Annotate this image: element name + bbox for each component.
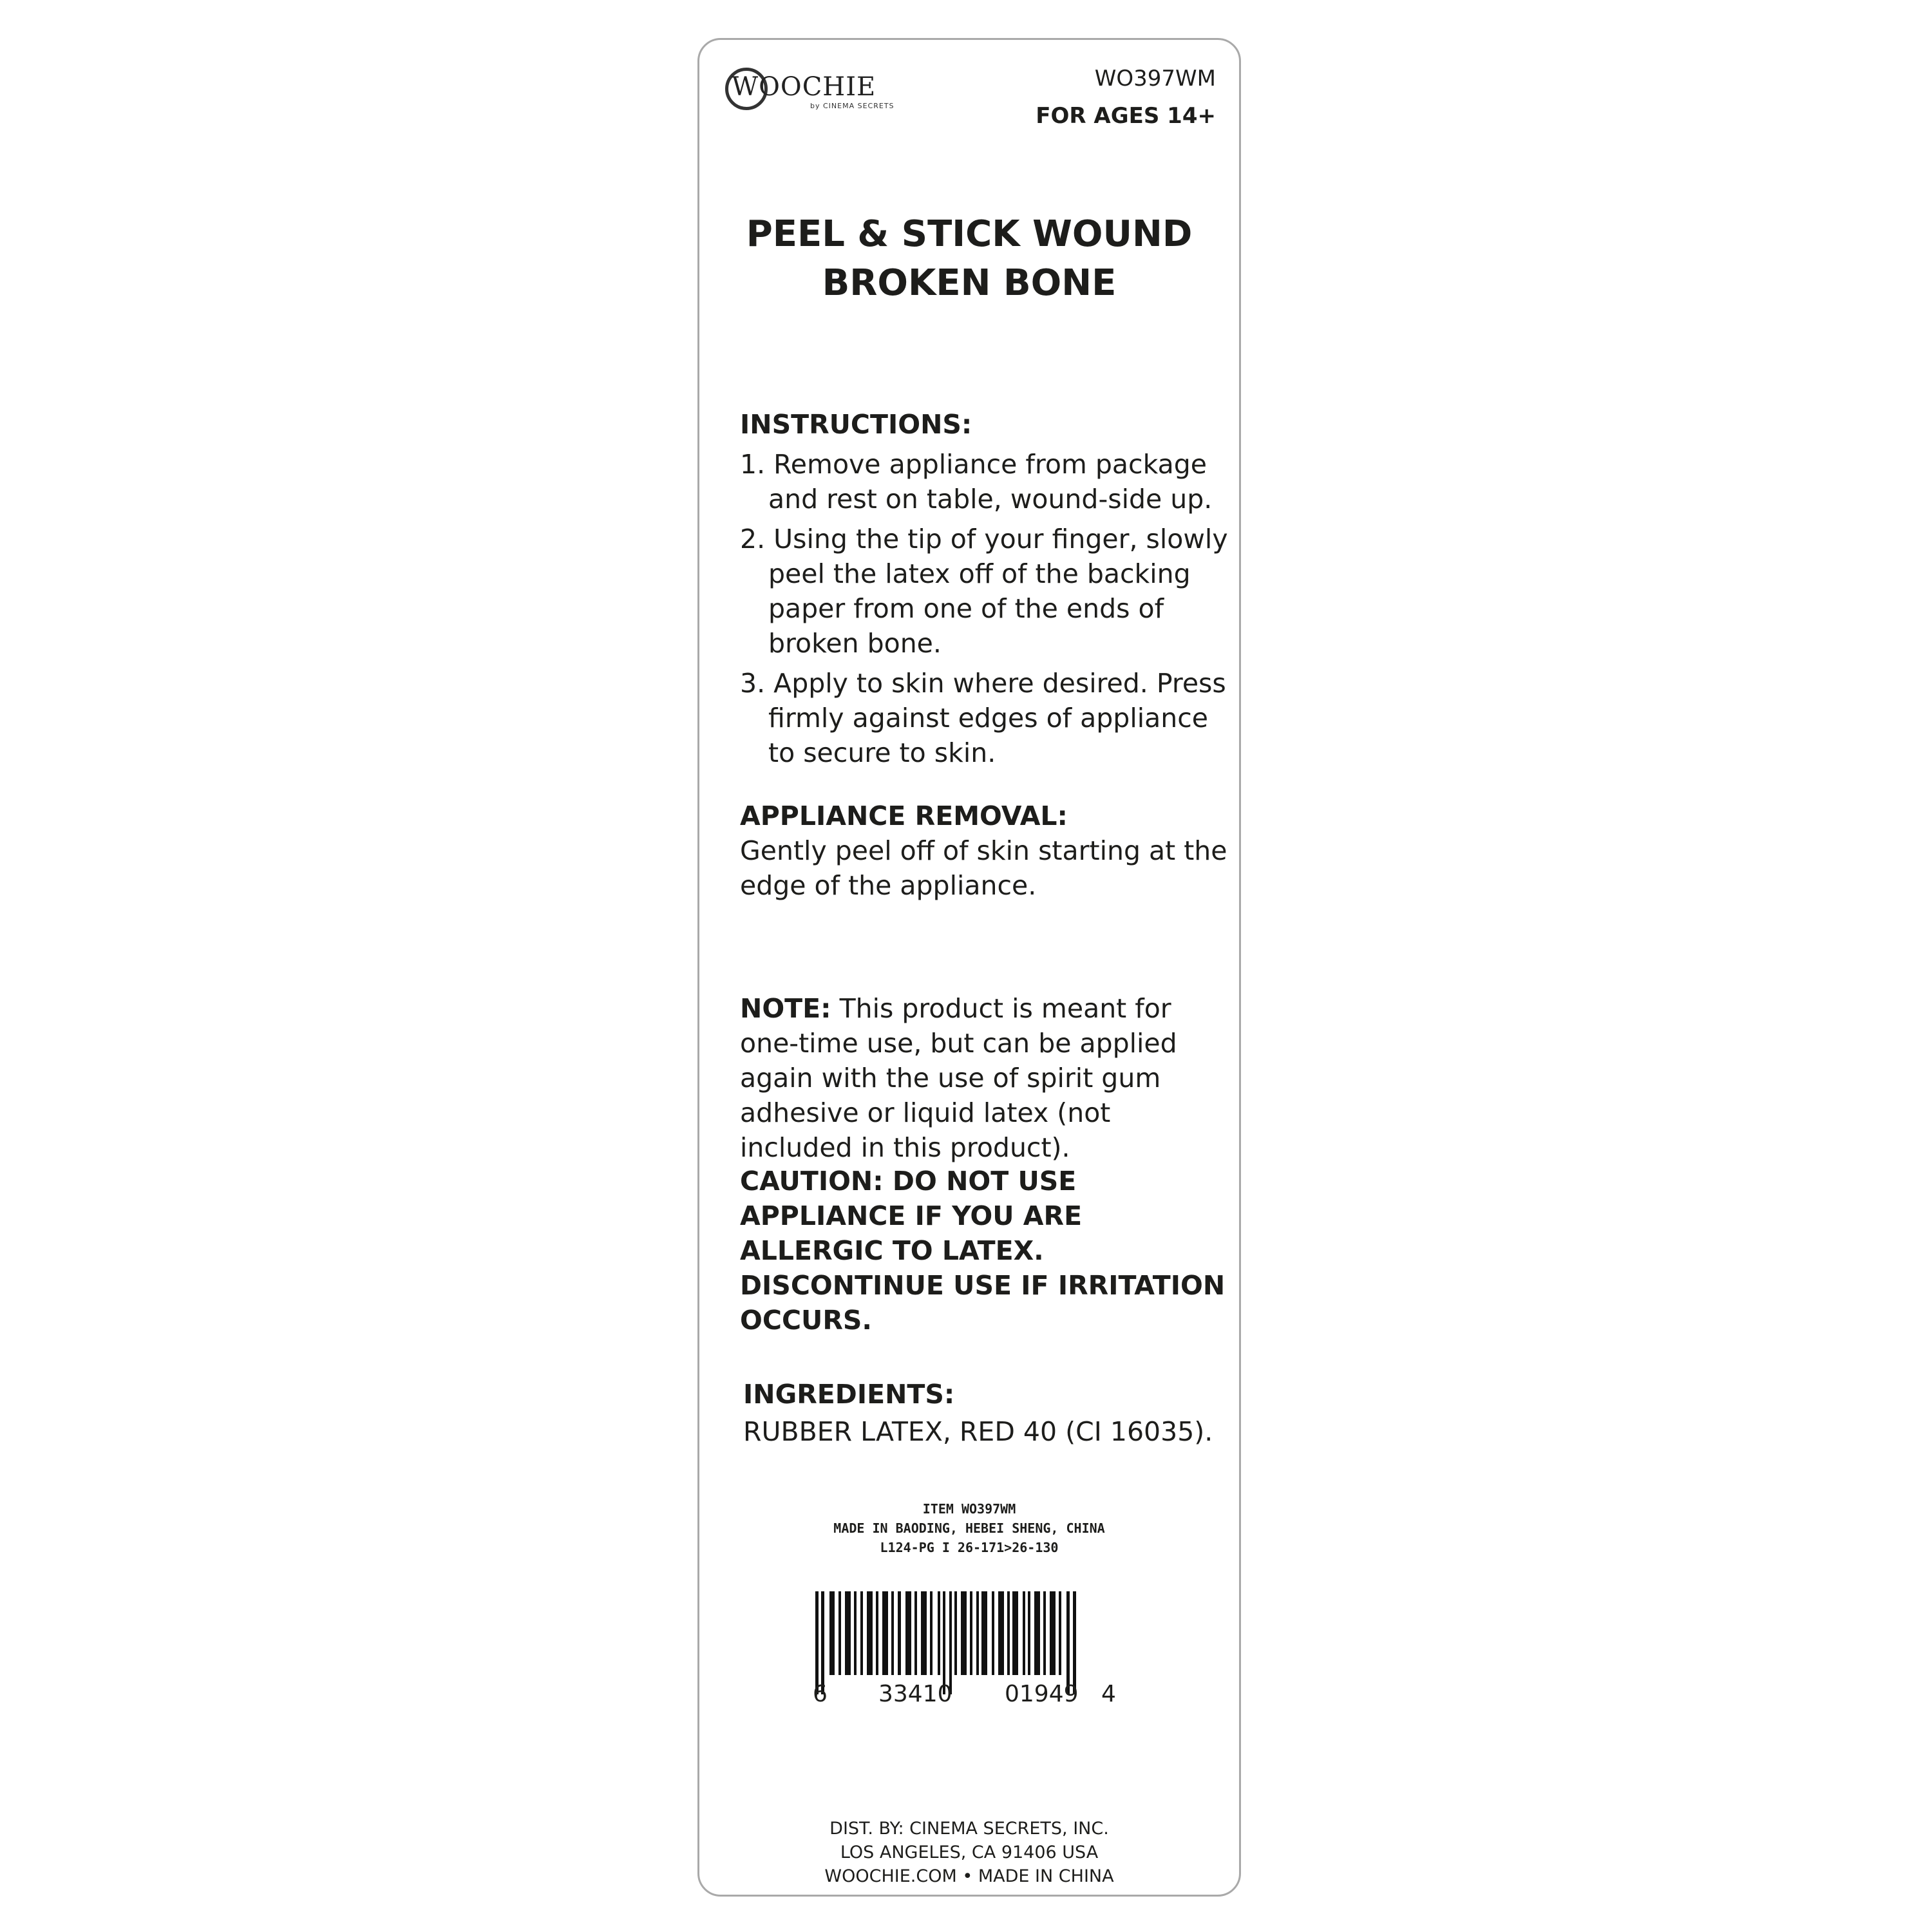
product-code: WO397WM [1094,66,1216,91]
removal-section [740,799,1229,903]
barcode-digit-last: 4 [1101,1681,1116,1707]
barcode-icon [815,1591,1092,1694]
removal-text: Gently peel off of skin starting at the edge of the appliance. [740,835,1227,901]
note-text: This product is meant for one-time use, but can be applied again with the use of spirit gum adhesive or liquid latex (not included in this product). [740,993,1177,1163]
barcode-group-left: 33410 [878,1681,952,1707]
instructions-section [740,407,1229,775]
distributor-line-2: LOS ANGELES, CA 91406 USA [840,1842,1099,1862]
instruction-step: 3. Apply to skin where desired. Press firmly against edges of appliance to secure to skin. [740,668,1226,768]
fine-print [699,1499,1239,1557]
instruction-step: 2. Using the tip of your finger, slowly peel the latex off of the backing paper from one of the ends of broken bone. [740,524,1228,659]
title-line-1: PEEL & STICK WOUND [746,213,1193,255]
instructions-list [740,447,1229,770]
note-label: NOTE: [740,993,831,1024]
fine-print-origin: MADE IN BAODING, HEBEI SHENG, CHINA [833,1520,1105,1536]
brand-logo: WOOCHIE [732,72,876,102]
product-label-card [697,38,1241,1897]
instruction-step: 1. Remove appliance from package and rest on table, wound-side up. [740,449,1213,515]
age-label: FOR AGES 14+ [1036,103,1216,129]
instructions-heading: INSTRUCTIONS: [740,409,972,440]
distributor-info [699,1817,1239,1888]
barcode-digit-first: 6 [813,1681,828,1707]
title-line-2: BROKEN BONE [822,262,1117,304]
ingredients-text: RUBBER LATEX, RED 40 (CI 16035). [743,1416,1213,1447]
note-section [740,991,1229,1165]
product-title [699,210,1239,308]
distributor-line-3: WOOCHIE.COM • MADE IN CHINA [824,1866,1114,1886]
ingredients-section [743,1377,1233,1449]
barcode-group-right: 01949 [1005,1681,1079,1707]
caution-warning: CAUTION: DO NOT USE APPLIANCE IF YOU ARE ALLERGIC TO LATEX. DISCONTINUE USE IF IRRITATION OCCURS. [740,1166,1226,1336]
distributor-line-1: DIST. BY: CINEMA SECRETS, INC. [829,1819,1109,1839]
brand-sub-logo: by CINEMA SECRETS [810,102,895,110]
fine-print-lot: L124-PG I 26-171>26-130 [880,1540,1059,1555]
removal-heading: APPLIANCE REMOVAL: [740,800,1068,831]
fine-print-item: ITEM WO397WM [922,1501,1016,1517]
ingredients-heading: INGREDIENTS: [743,1379,955,1410]
